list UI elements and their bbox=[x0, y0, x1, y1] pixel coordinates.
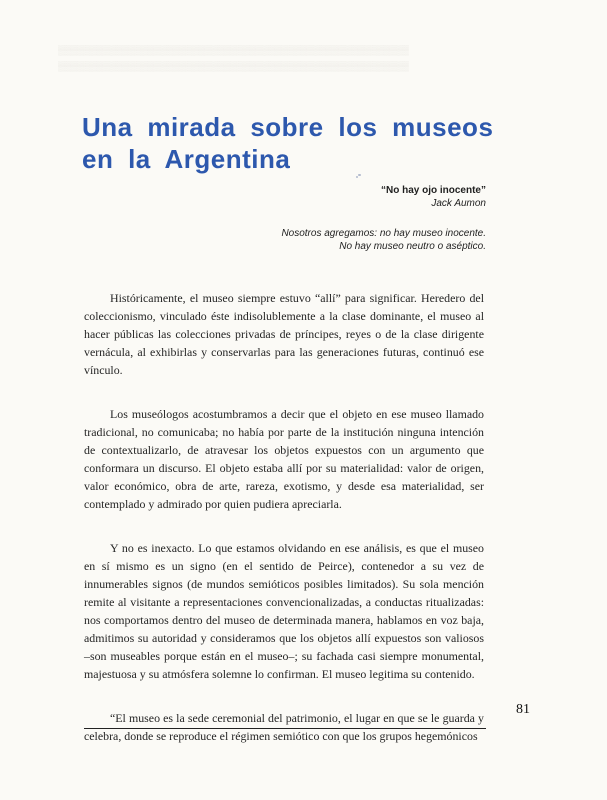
paragraph-2: Los museólogos acostumbramos a decir que el objeto en ese museo llamado tradicional, no comunicaba; no había por parte de la institución ninguna intención de contextualizarlo, de atravesar los objetos expuestos con un argumento que conformara un discurso. El objeto estaba allí por su materialidad: valor de origen, valor económico, obra de arte, rareza, exotismo, y desde esa materialidad, ser contemplado y admirado por quien pudiera apreciarla. bbox=[84, 407, 484, 511]
epigraph-quote: “No hay ojo inocente” bbox=[380, 185, 486, 196]
bleed-through-text: ▒▒▒▒▒▒▒▒▒▒▒▒▒▒▒▒▒▒▒▒▒▒▒▒▒▒▒▒▒▒▒▒▒▒▒▒▒▒▒▒▒▒▒▒▒▒▒▒▒▒▒▒▒▒▒ bbox=[58, 61, 409, 71]
title-line-2: en la Argentina bbox=[82, 144, 291, 174]
title-line-1: Una mirada sobre los museos bbox=[82, 112, 494, 142]
epigraph-response-line-1: Nosotros agregamos: no hay museo inocente. bbox=[281, 228, 486, 239]
paragraph-1: Históricamente, el museo siempre estuvo “allí” para significar. Heredero del coleccionismo, vinculado éste indisolublemente a la clase dominante, el museo al hacer públicas las colecciones privadas de príncipes, reyes o de la clase dirigente vernácula, al exhibirlas y conservarlas para las generaciones futuras, continuó ese vínculo. bbox=[84, 291, 484, 377]
paragraph-3: Y no es inexacto. Lo que estamos olvidando en ese análisis, es que el museo en sí mismo es un signo (en el sentido de Peirce), contenedor a su vez de innumerables signos (de mundos semióticos posibles limitados). Su sola mención remite al visitante a representaciones convencionalizadas, a conductas ritualizadas: nos comportamos dentro del museo de determinada manera, hablamos en voz baja, admitimos su autoridad y consideramos que los objetos allí expuestos son valiosos –son museables porque están en el museo–; su fachada casi siempre monumental, majestuosa y su atmósfera solemne lo confirman. El museo legitima su contenido. bbox=[84, 541, 484, 681]
page-number: 81 bbox=[516, 702, 530, 717]
article-title bbox=[82, 111, 493, 175]
article-body bbox=[84, 289, 484, 745]
epigraph bbox=[206, 184, 486, 253]
scan-speck bbox=[358, 174, 361, 176]
epigraph-response-line-2: No hay museo neutro o aséptico. bbox=[339, 241, 486, 252]
epigraph-author: Jack Aumon bbox=[431, 198, 486, 209]
paragraph-4: “El museo es la sede ceremonial del patrimonio, el lugar en que se le guarda y celebra, donde se reproduce el régimen semiótico con que los grupos hegemónicos bbox=[84, 711, 484, 743]
footer-rule bbox=[84, 728, 486, 729]
bleed-through-text: ▒▒▒▒▒▒▒▒▒▒▒▒▒▒▒▒▒▒▒▒▒▒▒▒▒▒▒▒▒▒▒▒▒▒▒▒▒▒▒▒▒▒▒▒▒▒▒▒▒▒▒▒▒▒▒ bbox=[58, 45, 409, 55]
scan-speck bbox=[356, 176, 358, 178]
